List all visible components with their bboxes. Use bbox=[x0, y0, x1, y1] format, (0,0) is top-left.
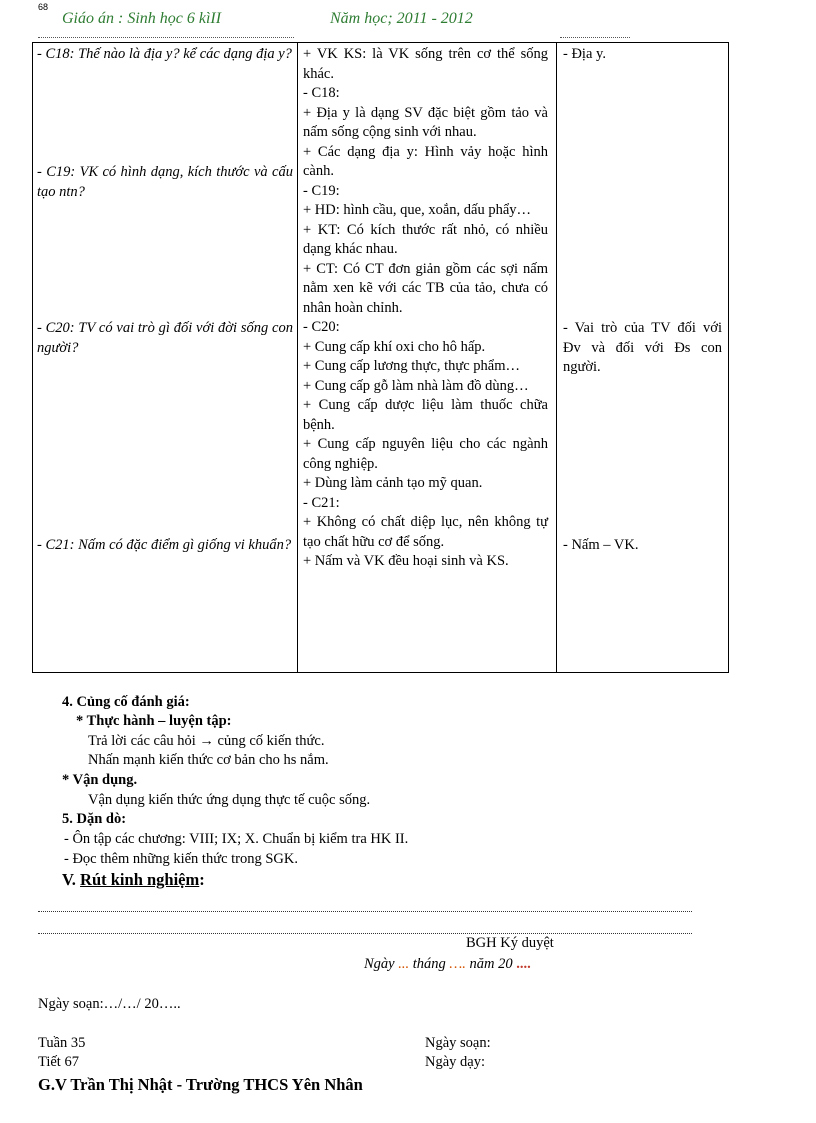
date-month: tháng bbox=[412, 956, 446, 972]
header-divider-right bbox=[560, 37, 630, 38]
answer-line: + Cung cấp gỗ làm nhà làm đồ dùng… bbox=[303, 377, 529, 394]
date-year-dots: .... bbox=[516, 956, 531, 972]
next-prep-label: Ngày soạn: bbox=[425, 1035, 491, 1051]
lesson-table bbox=[32, 42, 729, 673]
answers-column bbox=[298, 43, 557, 673]
approval-label: BGH Ký duyệt bbox=[466, 935, 554, 951]
section-v-heading bbox=[62, 870, 205, 890]
answer-line: - C20: bbox=[303, 319, 340, 335]
result-c18: - Địa y. bbox=[563, 46, 606, 62]
questions-column bbox=[33, 43, 298, 673]
homework-line-2: - Đọc thêm những kiến thức trong SGK. bbox=[64, 851, 298, 867]
section-v-title: Rút kinh nghiệm bbox=[80, 870, 200, 889]
header-divider bbox=[38, 37, 294, 38]
result-c20: - Vai trò của TV đối với Đv và đối với Đs con người. bbox=[563, 320, 722, 375]
notes-line-2 bbox=[38, 933, 692, 934]
answer-line: + CT: Có CT đơn giản gồm các sợi nấm nằm xen kẽ với các TB của tảo, chưa có nhân hoàn chỉnh. bbox=[303, 260, 548, 316]
arrow-icon: → bbox=[199, 733, 214, 749]
practice-line-1 bbox=[88, 733, 324, 750]
date-day-dots: ... bbox=[398, 956, 410, 972]
date-prefix: Ngày bbox=[364, 956, 395, 972]
section-v-colon: : bbox=[199, 870, 205, 889]
prep-date: Ngày soạn:…/…/ 20….. bbox=[38, 996, 181, 1012]
answer-line: + KT: Có kích thước rất nhỏ, có nhiều dạng khác nhau. bbox=[303, 221, 548, 257]
date-month-dots: …. bbox=[449, 956, 466, 972]
page-number: 68 bbox=[38, 2, 49, 12]
answer-line: - C18: bbox=[303, 85, 340, 101]
section-4-title: 4. Củng cố đánh giá: bbox=[62, 694, 190, 710]
answer-line: + Không có chất diệp lục, nên không tự tạo chất hữu cơ để sống. bbox=[303, 514, 548, 550]
header-school-year: Năm học; 2011 - 2012 bbox=[330, 10, 473, 27]
approval-date bbox=[364, 956, 531, 973]
practice-title: * Thực hành – luyện tập: bbox=[76, 713, 232, 729]
question-c21: - C21: Nấm có đặc điểm gì giống vi khuẩn? bbox=[37, 537, 292, 553]
results-column bbox=[557, 43, 729, 673]
homework-line-1: - Ôn tập các chương: VIII; IX; X. Chuẩn bị kiểm tra HK II. bbox=[64, 831, 409, 847]
question-c19: - C19: VK có hình dạng, kích thước và cấu tạo ntn? bbox=[37, 164, 293, 200]
answer-line: + Địa y là dạng SV đặc biệt gồm tảo và nấm sống cộng sinh với nhau. bbox=[303, 104, 548, 140]
answer-line: - C19: bbox=[303, 182, 340, 199]
week-label: Tuần 35 bbox=[38, 1035, 86, 1051]
footer-teacher-school: G.V Trần Thị Nhật - Trường THCS Yên Nhân bbox=[38, 1075, 363, 1094]
answer-line: + Cung cấp lương thực, thực phẩm… bbox=[303, 358, 521, 374]
date-year: năm 20 bbox=[469, 956, 513, 972]
practice-text: Trả lời các câu hỏi bbox=[88, 733, 196, 749]
answer-line: + VK KS: là VK sống trên cơ thể sống khác. bbox=[303, 46, 548, 82]
practice-line-2: Nhấn mạnh kiến thức cơ bản cho hs nắm. bbox=[88, 752, 329, 768]
answer-line: + HD: hình cầu, que, xoắn, dấu phẩy… bbox=[303, 202, 532, 218]
teach-date-label: Ngày dạy: bbox=[425, 1054, 485, 1070]
answer-line: + Nấm và VK đều hoại sinh và KS. bbox=[303, 553, 509, 569]
answer-line: - C21: bbox=[303, 494, 340, 511]
answer-line: + Cung cấp khí oxi cho hô hấp. bbox=[303, 338, 486, 355]
notes-line-1 bbox=[38, 911, 692, 912]
apply-line: Vận dụng kiến thức ứng dụng thực tế cuộc sống. bbox=[88, 792, 371, 808]
section-v-numeral: V. bbox=[62, 870, 76, 889]
question-c20: - C20: TV có vai trò gì đối với đời sống con người? bbox=[37, 320, 293, 356]
answer-line: + Cung cấp dược liệu làm thuốc chữa bệnh. bbox=[303, 397, 548, 433]
question-c18: - C18: Thế nào là địa y? kể các dạng địa y? bbox=[37, 46, 292, 62]
answer-line: + Dùng làm cảnh tạo mỹ quan. bbox=[303, 475, 483, 491]
header-subject: Giáo án : Sinh học 6 kìII bbox=[62, 10, 222, 27]
period-label: Tiết 67 bbox=[38, 1054, 79, 1070]
practice-text-b: củng cố kiến thức. bbox=[217, 733, 325, 749]
answer-line: + Các dạng địa y: Hình vảy hoặc hình cành. bbox=[303, 143, 548, 179]
apply-title: * Vận dụng. bbox=[62, 772, 138, 788]
answers-list bbox=[303, 45, 548, 572]
answer-line: + Cung cấp nguyên liệu cho các ngành công nghiệp. bbox=[303, 436, 548, 472]
section-5-title: 5. Dặn dò: bbox=[62, 811, 127, 827]
result-c21: - Nấm – VK. bbox=[563, 537, 639, 553]
